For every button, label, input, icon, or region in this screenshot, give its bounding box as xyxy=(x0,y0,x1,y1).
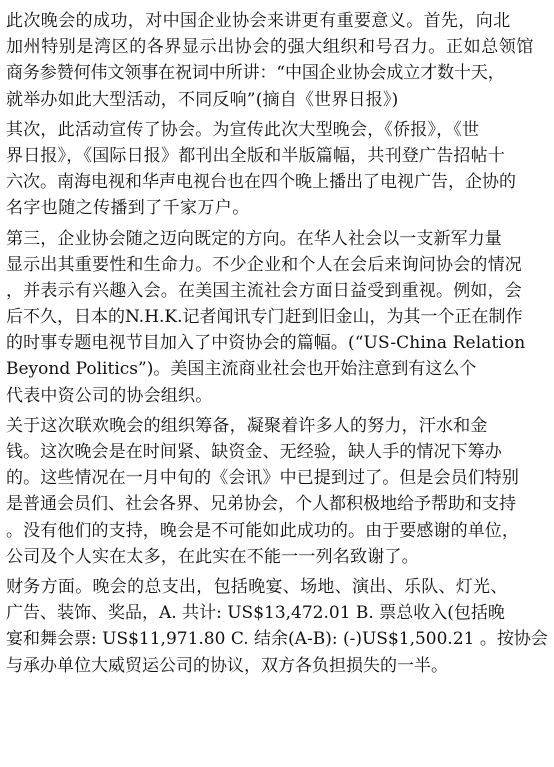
text-line: 其次，此活动宣传了协会。为宣传此次大型晚会，《侨报》，《世 xyxy=(6,119,480,140)
text-line: 财务方面。晚会的总支出，包括晚宴、场地、演出、乐队、灯光、 xyxy=(6,576,508,597)
text-line: 与承办单位大威贸运公司的协议，双方各负担损失的一半。 xyxy=(6,655,448,676)
text-line: 钱。这次晚会是在时间紧、缺资金、无经验，缺人手的情况下筹办 xyxy=(6,442,502,462)
text-line: 广告、装饰、奖品，A. 共计: US$13,472.01 B. 票总收入(包括晚 xyxy=(6,603,505,624)
text-line: 此次晚会的成功，对中国企业协会来讲更有重要意义。首先，向北 xyxy=(6,11,511,31)
text-line: 就举办如此大型活动，不同反响”(摘自《世界日报》) xyxy=(6,89,399,110)
text-line: 名字也随之传播到了千家万户。 xyxy=(6,198,250,219)
text-line: 商务参赞何伟文领事在祝词中所讲：“中国企业协会成立才数十天， xyxy=(6,63,505,84)
paragraph-direction xyxy=(6,226,552,409)
paragraph-success-significance xyxy=(6,8,552,113)
paragraph-publicity xyxy=(6,117,552,222)
text-line: 后不久，日本的N.H.K.记者闻讯专门赶到旧金山，为其一个正在制作 xyxy=(6,307,523,328)
document-page xyxy=(6,8,552,679)
text-line: 第三，企业协会随之迈向既定的方向。在华人社会以一支新军力量 xyxy=(6,228,502,249)
text-line: Beyond Politics”)。美国主流商业社会也开始注意到有这么个 xyxy=(6,359,477,380)
text-line: 代表中资公司的协会组织。 xyxy=(6,385,213,406)
text-line: 的。这些情况在一月中旬的《会讯》中已提到过了。但是会员们特别 xyxy=(6,468,519,489)
text-line: 。没有他们的支持，晚会是不可能如此成功的。由于要感谢的单位， xyxy=(6,520,519,541)
text-line: 加州特别是湾区的各界显示出协会的强大组织和号召力。正如总领馆 xyxy=(6,37,534,58)
text-line: 界日报》，《国际日报》都刊出全版和半版篇幅，共刊登广告招帖十 xyxy=(6,145,505,166)
text-line: 公司及个人实在太多，在此实在不能一一列名致谢了。 xyxy=(6,546,419,567)
paragraph-organization xyxy=(6,413,552,570)
text-line: ，并表示有兴趣入会。在美国主流社会方面日益受到重视。例如，会 xyxy=(6,280,522,301)
text-line: 宴和舞会票: US$11,971.80 C. 结余(A-B): (-)US$1,500.21 。按协会 xyxy=(6,629,548,650)
paragraph-finance xyxy=(6,574,552,679)
text-line: 显示出其重要性和生命力。不少企业和个人在会后来询问协会的情况 xyxy=(6,254,522,275)
text-line: 六次。南海电视和华声电视台也在四个晚上播出了电视广告，企协的 xyxy=(6,172,516,193)
text-line: 是普通会员们、社会各界、兄弟协会，个人都积极地给予帮助和支持 xyxy=(6,494,516,515)
text-line: 的时事专题电视节目加入了中资协会的篇幅。(“US-China Relation xyxy=(6,333,526,354)
text-line: 关于这次联欢晚会的组织筹备，凝聚着许多人的努力，汗水和金 xyxy=(6,415,488,436)
